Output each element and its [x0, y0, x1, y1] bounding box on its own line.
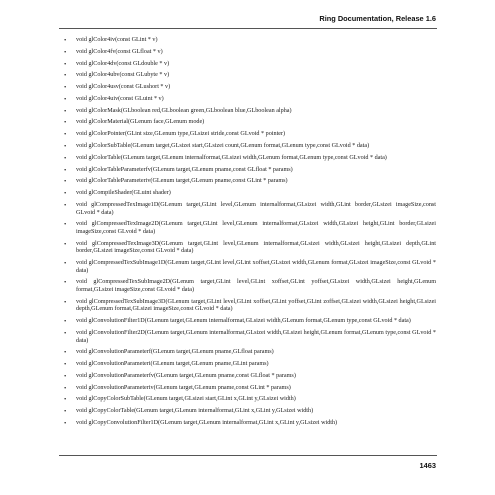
list-item — [64, 318, 436, 326]
list-item — [64, 361, 436, 369]
list-item — [64, 202, 436, 217]
list-item — [64, 84, 436, 92]
list-item — [64, 260, 436, 275]
list-item — [64, 396, 436, 404]
bullet-icon: • — [64, 143, 67, 151]
bullet-icon: • — [64, 48, 67, 56]
function-signature: void glConvolutionParameteri(GLenum target,GLenum pname,GLint params) — [76, 361, 269, 368]
function-signature: void glCopyConvolutionFilter1D(GLenum target,GLenum internalformat,GLint x,GLint y,GLsizei width) — [76, 420, 338, 427]
list-item — [64, 279, 436, 294]
bullet-icon: • — [64, 408, 67, 416]
bullet-icon: • — [64, 361, 67, 369]
bullet-icon: • — [64, 329, 67, 337]
list-item — [64, 420, 436, 428]
list-item — [64, 373, 436, 381]
function-signature: void glCompressedTexSubImage2D(GLenum target,GLint level,GLint xoffset,GLint yoffset,GLsizei width,GLsizei height,GLenum format,GLsizei imageSize,const GLvoid * data) — [76, 279, 436, 294]
list-item — [64, 299, 436, 314]
list-item — [64, 37, 436, 45]
list-item — [64, 61, 436, 69]
list-item — [64, 49, 436, 57]
bullet-icon: • — [64, 107, 67, 115]
function-signature: void glColorSubTable(GLenum target,GLsizei start,GLsizei count,GLenum format,GLenum type,const GLvoid * data) — [76, 143, 370, 150]
bullet-icon: • — [64, 178, 67, 186]
bullet-icon: • — [64, 349, 67, 357]
list-item — [64, 349, 436, 357]
function-signature: void glColor4uiv(const GLuint * v) — [76, 95, 164, 102]
function-signature: void glCopyColorSubTable(GLenum target,GLsizei start,GLint x,GLint y,GLsizei width) — [76, 396, 296, 403]
function-signature: void glColorMask(GLboolean red,GLboolean green,GLboolean blue,GLboolean alpha) — [76, 107, 292, 114]
header-divider — [59, 28, 437, 29]
list-item — [64, 72, 436, 80]
function-signature: void glCompressedTexImage1D(GLenum target,GLint level,GLenum internalformat,GLsizei width,GLint border,GLsizei imageSize,const GLvoid * data) — [76, 201, 436, 216]
bullet-icon: • — [64, 131, 67, 139]
bullet-icon: • — [64, 84, 67, 92]
bullet-icon: • — [64, 37, 67, 44]
list-item — [64, 143, 436, 151]
bullet-icon: • — [64, 396, 67, 404]
function-signature: void glColor4usv(const GLushort * v) — [76, 84, 171, 91]
bullet-icon: • — [64, 279, 67, 287]
bullet-icon: • — [64, 95, 67, 103]
bullet-icon: • — [64, 420, 67, 428]
bullet-icon: • — [64, 240, 67, 248]
function-signature: void glColor4iv(const GLint * v) — [76, 37, 158, 43]
function-signature: void glColorPointer(GLint size,GLenum type,GLsizei stride,const GLvoid * pointer) — [76, 131, 286, 138]
function-signature: void glColor4fv(const GLfloat * v) — [76, 48, 163, 55]
function-signature: void glColorTable(GLenum target,GLenum internalformat,GLsizei width,GLenum format,GLenum type,const GLvoid * data) — [76, 154, 387, 161]
list-item — [64, 221, 436, 236]
function-signature: void glColor4ubv(const GLubyte * v) — [76, 72, 170, 79]
function-signature: void glCompressedTexSubImage3D(GLenum target,GLint level,GLint xoffset,GLint yoffset,GLint zoffset,GLsizei width,GLsizei height,GLsizei depth,GLenum format,GLsizei imageSize,const GLvoid * data) — [76, 298, 436, 313]
list-item — [64, 108, 436, 116]
list-item — [64, 119, 436, 127]
function-signature: void glConvolutionParameterf(GLenum target,GLenum pname,GLfloat params) — [76, 349, 274, 356]
bullet-icon: • — [64, 72, 67, 80]
list-item — [64, 408, 436, 416]
list-item — [64, 385, 436, 393]
function-list — [64, 37, 436, 432]
list-item — [64, 96, 436, 104]
function-signature: void glColor4dv(const GLdouble * v) — [76, 60, 170, 67]
function-signature: void glCompressedTexSubImage1D(GLenum target,GLint level,GLint xoffset,GLsizei width,GLenum format,GLsizei imageSize,const GLvoid * data) — [76, 260, 436, 274]
function-signature: void glColorTableParameteriv(GLenum target,GLenum pname,const GLint * params) — [76, 178, 288, 185]
function-signature: void glCompressedTexImage3D(GLenum target,GLint level,GLenum internalformat,GLsizei width,GLsizei height,GLsizei depth,GLint border,GLsizei imageSize,const GLvoid * data) — [76, 240, 436, 255]
function-signature: void glCompileShader(GLuint shader) — [76, 190, 171, 197]
list-item — [64, 330, 436, 345]
list-item — [64, 241, 436, 256]
bullet-icon: • — [64, 154, 67, 162]
function-signature: void glCopyColorTable(GLenum target,GLenum internalformat,GLint x,GLint y,GLsizei width) — [76, 408, 314, 415]
bullet-icon: • — [64, 372, 67, 380]
bullet-icon: • — [64, 298, 67, 306]
bullet-icon: • — [64, 318, 67, 326]
list-item — [64, 190, 436, 198]
bullet-icon: • — [64, 190, 67, 198]
bullet-icon: • — [64, 119, 67, 127]
function-signature: void glColorMaterial(GLenum face,GLenum mode) — [76, 119, 205, 126]
bullet-icon: • — [64, 384, 67, 392]
function-signature: void glConvolutionFilter1D(GLenum target,GLenum internalformat,GLsizei width,GLenum format,GLenum type,const GLvoid * data) — [76, 318, 411, 325]
page-number: 1463 — [419, 461, 436, 470]
bullet-icon: • — [64, 221, 67, 229]
bullet-icon: • — [64, 201, 67, 209]
list-item — [64, 178, 436, 186]
function-signature: void glCompressedTexImage2D(GLenum target,GLint level,GLenum internalformat,GLsizei width,GLsizei height,GLint border,GLsizei imageSize,const GLvoid * data) — [76, 221, 436, 235]
list-item — [64, 167, 436, 175]
bullet-icon: • — [64, 60, 67, 68]
list-item — [64, 131, 436, 139]
bullet-icon: • — [64, 260, 67, 268]
function-signature: void glConvolutionFilter2D(GLenum target,GLenum internalformat,GLsizei width,GLsizei height,GLenum format,GLenum type,const GLvoid * data) — [76, 329, 436, 344]
function-signature: void glColorTableParameterfv(GLenum target,GLenum pname,const GLfloat * params) — [76, 166, 293, 173]
function-signature: void glConvolutionParameterfv(GLenum target,GLenum pname,const GLfloat * params) — [76, 372, 296, 379]
bullet-icon: • — [64, 166, 67, 174]
page-header-title: Ring Documentation, Release 1.6 — [319, 14, 436, 23]
list-item — [64, 155, 436, 163]
footer-divider — [59, 455, 437, 456]
function-signature: void glConvolutionParameteriv(GLenum target,GLenum pname,const GLint * params) — [76, 384, 291, 391]
